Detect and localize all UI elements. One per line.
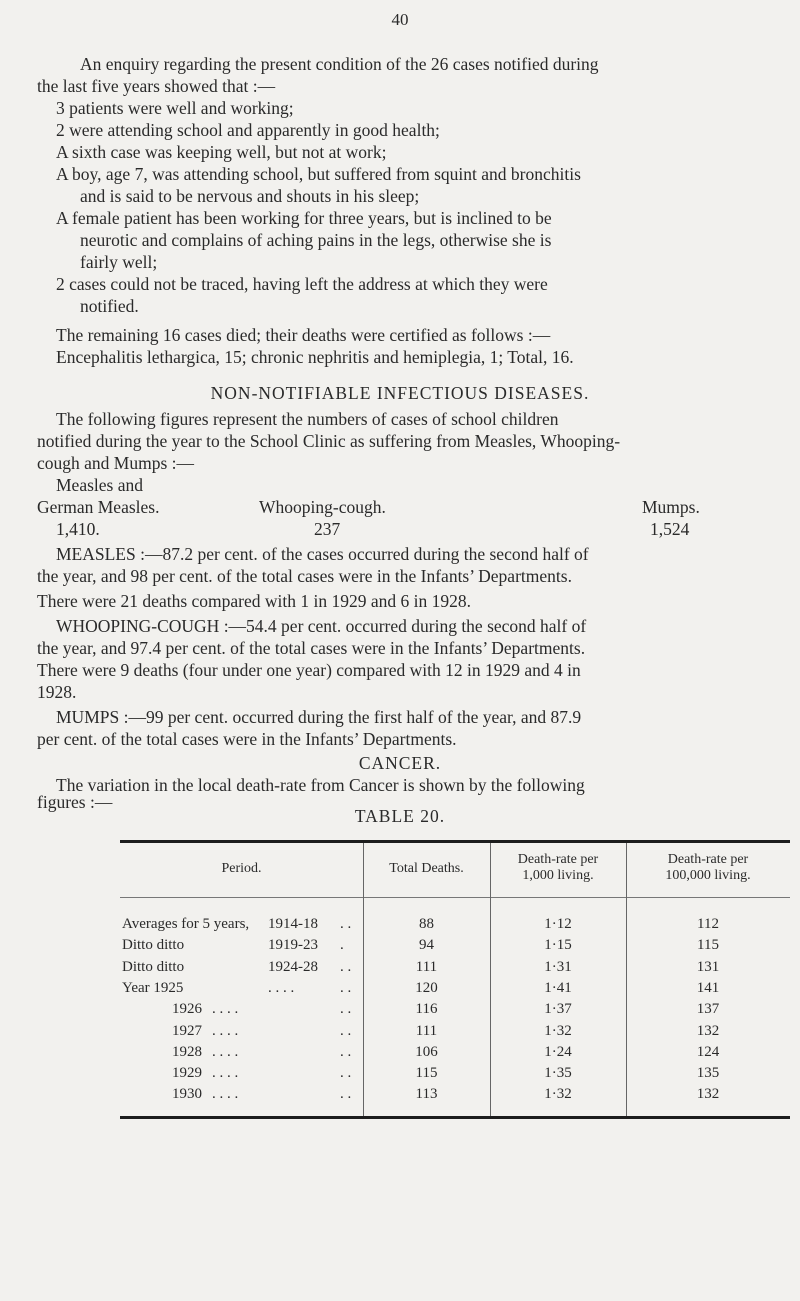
cancer-line-1: The variation in the local death-rate from Cancer is shown by the following: [56, 775, 585, 795]
cell-period-range: 1914-18: [268, 916, 318, 932]
nn-para-3: cough and Mumps :—: [37, 453, 195, 473]
whooping-line-4: 1928.: [37, 682, 77, 702]
cell-period-dots: .: [340, 937, 344, 954]
cell-total-deaths: 120: [415, 979, 438, 996]
th-period: Period.: [221, 861, 262, 876]
cell-total-deaths: 113: [415, 1086, 438, 1103]
cell-period-range: . . . .: [212, 1001, 239, 1018]
nn-para-1: The following figures represent the numbers of cases of school children: [56, 409, 559, 429]
cell-period-range: 1919-23: [268, 937, 318, 954]
measles-label-line-2: German Measles.: [37, 497, 160, 517]
nn-para-2: notified during the year to the School Clinic as suffering from Measles, Whooping-: [37, 431, 621, 451]
intro-item-4: A boy, age 7, was attending school, but suffered from squint and bronchitis: [56, 164, 581, 184]
cell-period: 1928: [172, 1043, 202, 1060]
cell-total-deaths: 106: [415, 1043, 438, 1060]
intro-item-3: A sixth case was keeping well, but not at work;: [56, 142, 387, 162]
cell-period: Averages for 5 years,: [122, 916, 250, 932]
cell-period-range: 1924-28: [268, 958, 318, 975]
remaining-line-1: The remaining 16 cases died; their deaths were certified as follows :—: [56, 325, 551, 345]
table-rule-header: [120, 897, 790, 898]
cell-period-dots: . .: [340, 979, 352, 996]
cell-period-dots: . .: [340, 1001, 352, 1018]
cell-rate-1000: 1·31: [544, 958, 572, 975]
cell-rate-1000: 1·41: [544, 979, 572, 996]
cancer-line-2: figures :—: [37, 792, 113, 812]
cell-rate-100000: 137: [696, 1001, 720, 1018]
whooping-line-2: the year, and 97.4 per cent. of the total cases were in the Infants’ Departments.: [37, 638, 586, 658]
whooping-label: Whooping-cough.: [259, 497, 386, 517]
intro-item-1: 3 patients were well and working;: [56, 98, 294, 118]
cell-period-dots: . .: [340, 1022, 352, 1039]
cell-period: Ditto ditto: [122, 958, 185, 975]
table-rule-bottom: [120, 1116, 790, 1119]
th-rate-1000-b: 1,000 living.: [522, 868, 594, 883]
intro-item-4-cont: and is said to be nervous and shouts in his sleep;: [80, 186, 420, 206]
cell-period-dots: . .: [340, 958, 352, 975]
intro-line-2: the last five years showed that :—: [37, 76, 276, 96]
cell-rate-1000: 1·15: [544, 937, 572, 954]
th-rate-100000-a: Death-rate per: [667, 852, 749, 867]
th-total-deaths: Total Deaths.: [389, 861, 464, 876]
remaining-line-2: Encephalitis lethargica, 15; chronic nephritis and hemiplegia, 1; Total, 16.: [56, 347, 574, 367]
measles-line-2: the year, and 98 per cent. of the total cases were in the Infants’ Departments.: [37, 566, 572, 586]
cell-rate-100000: 132: [696, 1022, 720, 1039]
cell-period-dots: . .: [340, 1086, 352, 1103]
mumps-line-1: MUMPS :—99 per cent. occurred during the first half of the year, and 87.9: [56, 707, 582, 727]
whooping-line-1: WHOOPING-COUGH :—54.4 per cent. occurred during the second half of: [56, 616, 587, 636]
cell-total-deaths: 94: [419, 937, 434, 954]
cell-period: 1930: [172, 1086, 202, 1103]
intro-item-5-cont: neurotic and complains of aching pains in the legs, otherwise she is: [80, 230, 552, 250]
th-rate-100000-b: 100,000 living.: [665, 868, 751, 883]
cell-rate-1000: 1·32: [544, 1086, 572, 1103]
cell-period-range: . . . .: [212, 1043, 239, 1060]
cell-rate-100000: 115: [697, 937, 719, 954]
cell-total-deaths: 116: [415, 1001, 438, 1018]
cell-rate-1000: 1·12: [544, 916, 572, 932]
measles-value: 1,410.: [56, 519, 100, 539]
intro-item-5: A female patient has been working for three years, but is inclined to be: [56, 208, 552, 228]
cell-period-dots: . .: [340, 1065, 352, 1082]
intro-line-1: An enquiry regarding the present condition of the 26 cases notified during: [80, 54, 599, 74]
table-rule-top: [120, 840, 790, 843]
cell-rate-100000: 141: [696, 979, 720, 996]
intro-item-2: 2 were attending school and apparently in good health;: [56, 120, 440, 140]
cell-total-deaths: 115: [415, 1065, 438, 1082]
measles-label-line-1: Measles and: [56, 475, 143, 495]
cell-period: Ditto ditto: [122, 937, 185, 954]
cell-rate-100000: 131: [696, 958, 720, 975]
cell-rate-1000: 1·32: [544, 1022, 572, 1039]
whooping-value: 237: [314, 519, 341, 539]
intro-item-5-cont2: fairly well;: [80, 252, 158, 272]
cell-period: Year 1925: [122, 979, 184, 996]
cell-rate-1000: 1·37: [544, 1001, 572, 1018]
cell-total-deaths: 111: [415, 1022, 438, 1039]
intro-item-6-cont: notified.: [80, 296, 139, 316]
cancer-heading: CANCER.: [358, 753, 442, 773]
mumps-line-2: per cent. of the total cases were in the Infants’ Departments.: [37, 729, 457, 749]
whooping-line-3: There were 9 deaths (four under one year) compared with 12 in 1929 and 4 in: [37, 660, 581, 680]
cell-rate-100000: 124: [696, 1043, 720, 1060]
intro-item-6: 2 cases could not be traced, having left the address at which they were: [56, 274, 548, 294]
cell-period-range: . . . .: [212, 1065, 239, 1082]
cell-period: 1929: [172, 1065, 202, 1082]
section-heading-non-notifiable: NON-NOTIFIABLE INFECTIOUS DISEASES.: [210, 383, 590, 403]
cell-total-deaths: 88: [419, 916, 434, 932]
measles-line-1: MEASLES :—87.2 per cent. of the cases occurred during the second half of: [56, 544, 589, 564]
table-title: TABLE 20.: [354, 806, 446, 826]
cell-rate-100000: 135: [696, 1065, 720, 1082]
page-number: 40: [391, 10, 409, 29]
measles-line-3: There were 21 deaths compared with 1 in 1929 and 6 in 1928.: [37, 591, 471, 611]
cell-period-range: . . . .: [212, 1022, 239, 1039]
cell-period: 1926: [172, 1001, 202, 1018]
cell-period-range: . . . .: [268, 979, 295, 996]
cell-rate-1000: 1·35: [544, 1065, 572, 1082]
cell-total-deaths: 111: [415, 958, 438, 975]
cell-rate-1000: 1·24: [544, 1043, 572, 1060]
th-rate-1000-a: Death-rate per: [517, 852, 599, 867]
cell-period-dots: . .: [340, 916, 352, 932]
cell-period-dots: . .: [340, 1043, 352, 1060]
cell-period: 1927: [172, 1022, 202, 1039]
cell-rate-100000: 112: [697, 916, 719, 932]
cell-rate-100000: 132: [696, 1086, 720, 1103]
mumps-label: Mumps.: [642, 497, 700, 517]
cell-period-range: . . . .: [212, 1086, 239, 1103]
mumps-value: 1,524: [650, 519, 690, 539]
